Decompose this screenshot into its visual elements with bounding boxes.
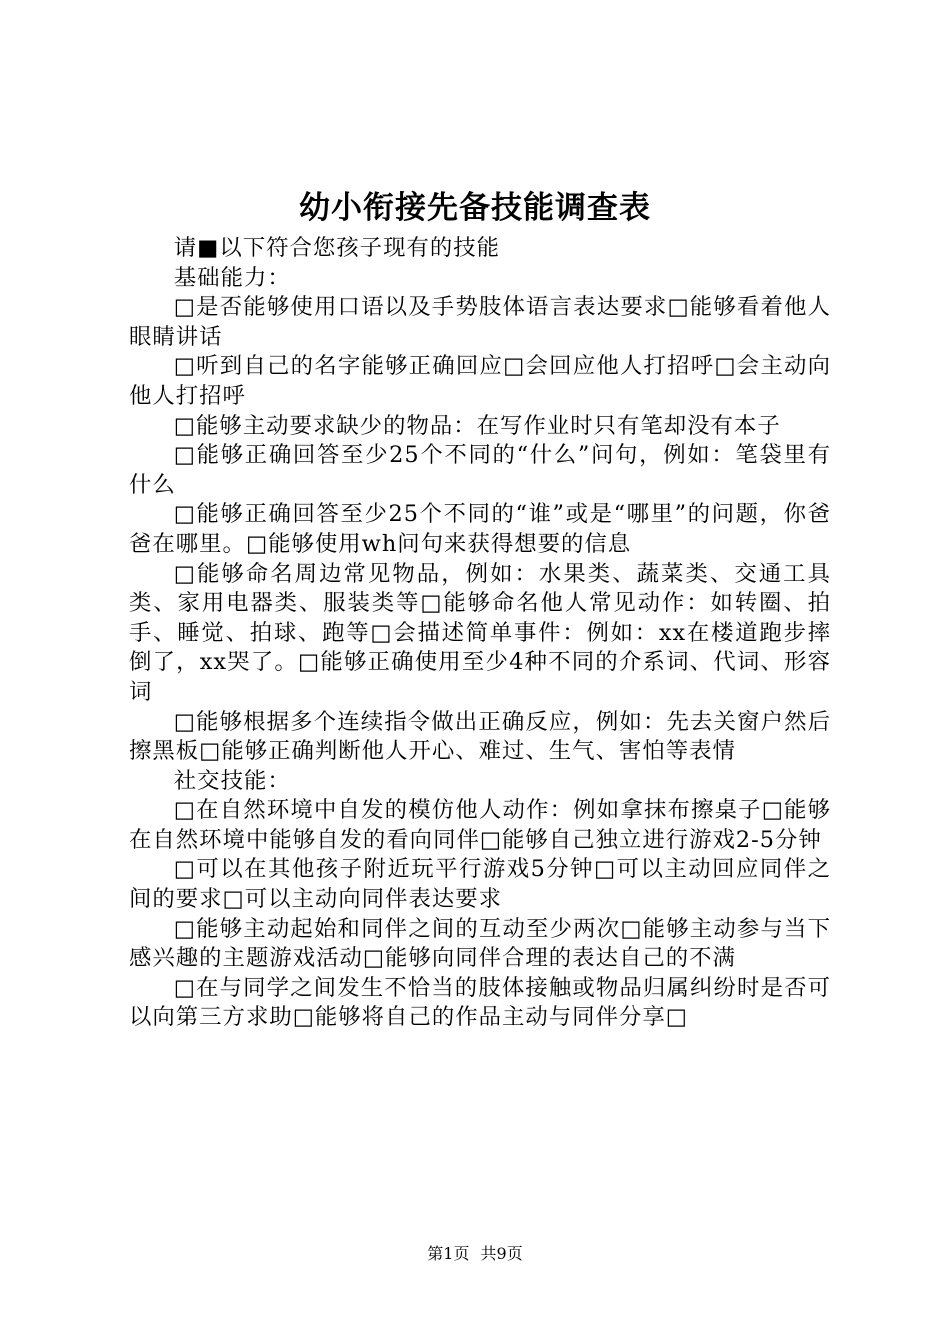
- instruction-paragraph: 请■以下符合您孩子现有的技能: [173, 235, 501, 261]
- page-total: 共9页: [480, 1244, 523, 1263]
- checklist-paragraph: □听到自己的名字能够正确回应□会回应他人打招呼□会主动向他人打招呼: [129, 353, 831, 409]
- checklist-paragraph: □能够正确回答至少25个不同的“什么”问句，例如：笔袋里有什么: [129, 442, 831, 498]
- checklist-paragraph: □在与同学之间发生不恰当的肢体接触或物品归属纠纷时是否可以向第三方求助□能够将自己的作品主动与同伴分享□: [129, 974, 831, 1031]
- checklist-paragraph: □是否能够使用口语以及手势肢体语言表达要求□能够看着他人眼睛讲话: [129, 294, 831, 350]
- page-number: 第1页: [427, 1244, 470, 1263]
- section-heading-social: 社交技能：: [173, 767, 291, 794]
- checklist-paragraph: □能够命名周边常见物品，例如：水果类、蔬菜类、交通工具类、家用电器类、服装类等□能够命名他人常见动作：如转圈、拍手、睡觉、拍球、跑等□会描述简单事件：例如：xx在楼道跑步摔倒了，xx哭了。□能够正确使用至少4种不同的介系词、代词、形容词: [129, 560, 831, 705]
- checklist-paragraph: □在自然环境中自发的模仿他人动作：例如拿抹布擦桌子□能够在自然环境中能够自发的看向同伴□能够自己独立进行游戏2-5分钟: [129, 797, 831, 853]
- page-footer: [0, 1243, 950, 1265]
- checklist-paragraph: □可以在其他孩子附近玩平行游戏5分钟□可以主动回应同伴之间的要求□可以主动向同伴表达要求: [129, 856, 831, 913]
- checklist-paragraph: □能够根据多个连续指令做出正确反应，例如：先去关窗户然后擦黑板□能够正确判断他人开心、难过、生气、害怕等表情: [129, 708, 831, 765]
- document-title: 幼小衔接先备技能调查表: [299, 190, 651, 226]
- document-body: [129, 234, 831, 1033]
- section-heading-basic: 基础能力：: [173, 264, 291, 291]
- checklist-paragraph: □能够主动要求缺少的物品：在写作业时只有笔却没有本子: [173, 412, 781, 439]
- checklist-paragraph: □能够正确回答至少25个不同的“谁”或是“哪里”的问题，你爸爸在哪里。□能够使用wh问句来获得想要的信息: [129, 501, 831, 557]
- checklist-paragraph: □能够主动起始和同伴之间的互动至少两次□能够主动参与当下感兴趣的主题游戏活动□能够向同伴合理的表达自己的不满: [129, 915, 831, 972]
